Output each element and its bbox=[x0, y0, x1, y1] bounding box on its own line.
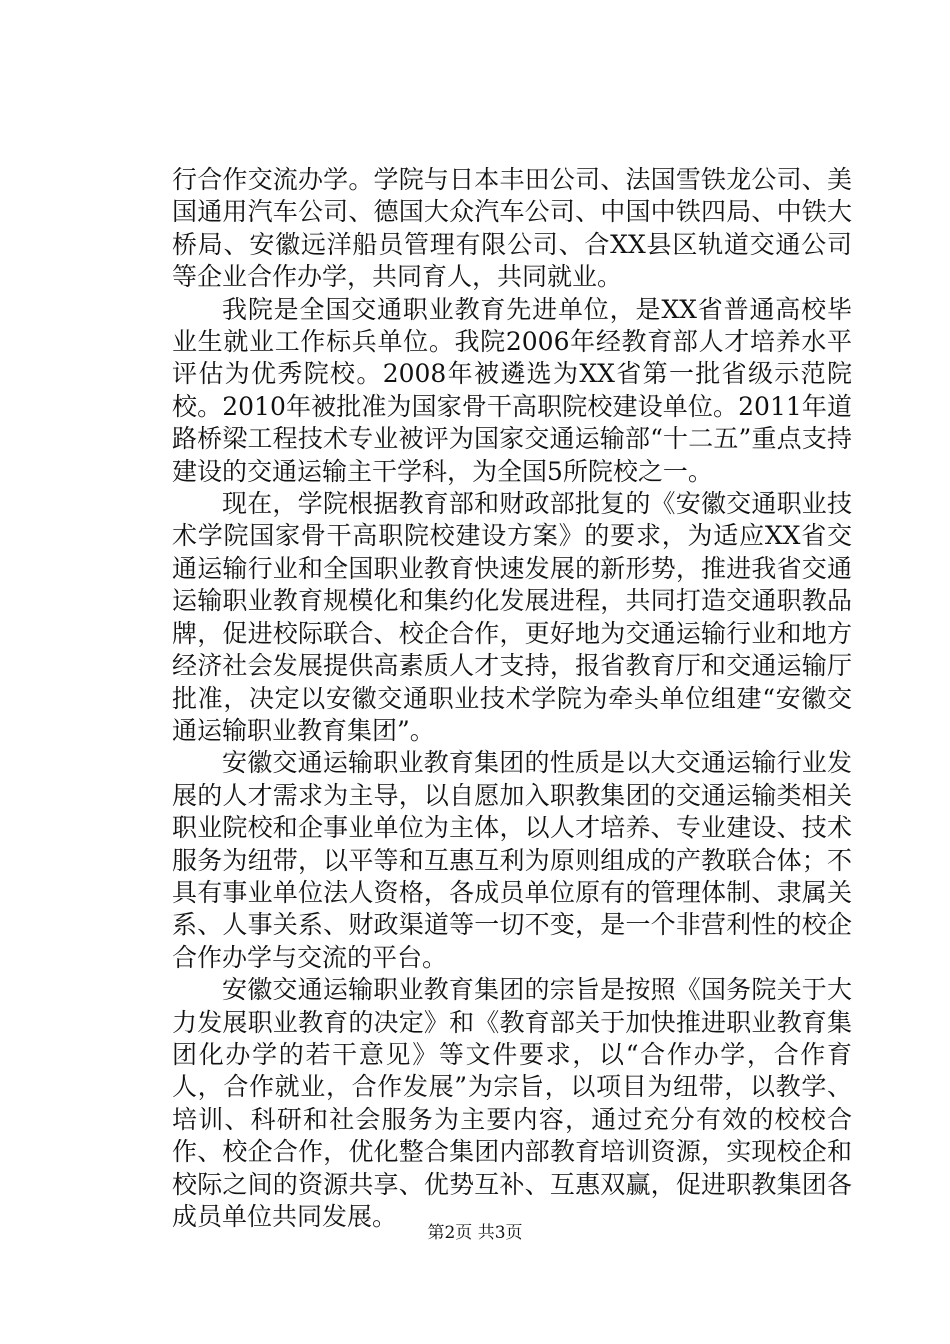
paragraph-group-founding: 现在，学院根据教育部和财政部批复的《安徽交通职业技术学院国家骨干高职院校建设方案》的要求，为适应XX省交通运输行业和全国职业教育快速发展的新形势，推进我省交通运输职业教育规模化和集约化发展进程，共同打造交通职教品牌，促进校际联合、校企合作，更好地为交通运输行业和地方经济社会发展提供高素质人才支持，报省教育厅和交通运输厅批准，决定以安徽交通职业技术学院为牵头单位组建“安徽交通运输职业教育集团”。 bbox=[172, 489, 852, 745]
paragraph-group-nature: 安徽交通运输职业教育集团的性质是以大交通运输行业发展的人才需求为主导，以自愿加入职教集团的交通运输类相关职业院校和企事业单位为主体，以人才培养、专业建设、技术服务为纽带，以平等和互惠互利为原则组成的产教联合体；不具有事业单位法人资格，各成员单位原有的管理体制、隶属关系、人事关系、财政渠道等一切不变，是一个非营利性的校企合作办学与交流的平台。 bbox=[172, 748, 852, 972]
page-number-footer: 第2页 共3页 bbox=[427, 1223, 523, 1243]
paragraph-continuation: 行合作交流办学。学院与日本丰田公司、法国雪铁龙公司、美国通用汽车公司、德国大众汽车公司、中国中铁四局、中铁大桥局、安徽远洋船员管理有限公司、合XX县区轨道交通公司等企业合作办学，共同育人，共同就业。 bbox=[172, 165, 852, 292]
document-body bbox=[172, 164, 852, 1233]
paragraph-institution-honors: 我院是全国交通职业教育先进单位，是XX省普通高校毕业生就业工作标兵单位。我院2006年经教育部人才培养水平评估为优秀院校。2008年被遴选为XX省第一批省级示范院校。2010年被批准为国家骨干高职院校建设单位。2011年道路桥梁工程技术专业被评为国家交通运输部“十二五”重点支持建设的交通运输主干学科，为全国5所院校之一。 bbox=[172, 294, 852, 486]
paragraph-group-purpose: 安徽交通运输职业教育集团的宗旨是按照《国务院关于大力发展职业教育的决定》和《教育部关于加快推进职业教育集团化办学的若干意见》等文件要求，以“合作办学，合作育人，合作就业，合作发展”为宗旨，以项目为纽带，以教学、培训、科研和社会服务为主要内容，通过充分有效的校校合作、校企合作，优化整合集团内部教育培训资源，实现校企和校际之间的资源共享、优势互补、互惠双赢，促进职教集团各成员单位共同发展。 bbox=[172, 975, 852, 1231]
